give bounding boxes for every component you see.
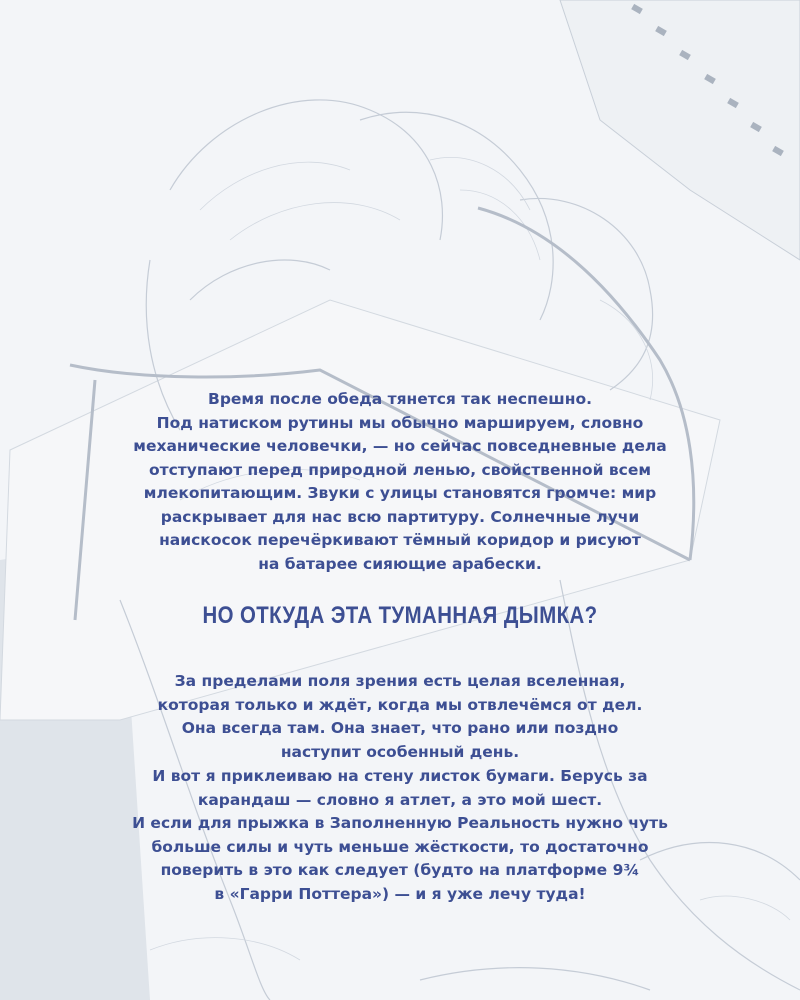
text-line: которая только и ждёт, когда мы отвлечёмся от дел. — [157, 695, 643, 714]
text-line: И если для прыжка в Заполненную Реальность нужно чуть — [132, 814, 668, 832]
text-line: карандаш — словно я атлет, а это мой шест. — [197, 790, 603, 809]
third-paragraph — [100, 765, 700, 906]
text-line: Под натиском рутины мы обычно маршируем, словно — [156, 413, 644, 432]
text-line: И вот я приклеиваю на стену листок бумаги. Берусь за — [152, 767, 648, 785]
second-paragraph — [100, 670, 700, 764]
text-line: отступают перед природной ленью, свойственной всем — [148, 460, 652, 479]
text-line: млекопитающим. Звуки с улицы становятся громче: мир — [143, 484, 657, 502]
text-line: Она всегда там. Она знает, что рано или поздно — [181, 719, 619, 737]
intro-paragraph — [100, 388, 700, 576]
text-line: раскрывает для нас всю партитуру. Солнечные лучи — [160, 507, 640, 526]
text-line: на батарее сияющие арабески. — [258, 554, 542, 573]
section-heading: НО ОТКУДА ЭТА ТУМАННАЯ ДЫМКА? — [202, 602, 598, 629]
text-line: механические человечки, — но сейчас повседневные дела — [133, 437, 667, 455]
text-line: в «Гарри Поттера») — и я уже лечу туда! — [214, 884, 586, 903]
text-line: Время после обеда тянется так неспешно. — [208, 390, 592, 408]
text-line: наискосок перечёркивают тёмный коридор и рисуют — [159, 531, 641, 549]
text-line: поверить в это как следует (будто на платформе 9¾ — [160, 861, 640, 879]
text-line: За пределами поля зрения есть целая вселенная, — [174, 672, 626, 690]
text-line: наступит особенный день. — [280, 742, 520, 761]
text-line: больше силы и чуть меньше жёсткости, то достаточно — [151, 837, 649, 856]
